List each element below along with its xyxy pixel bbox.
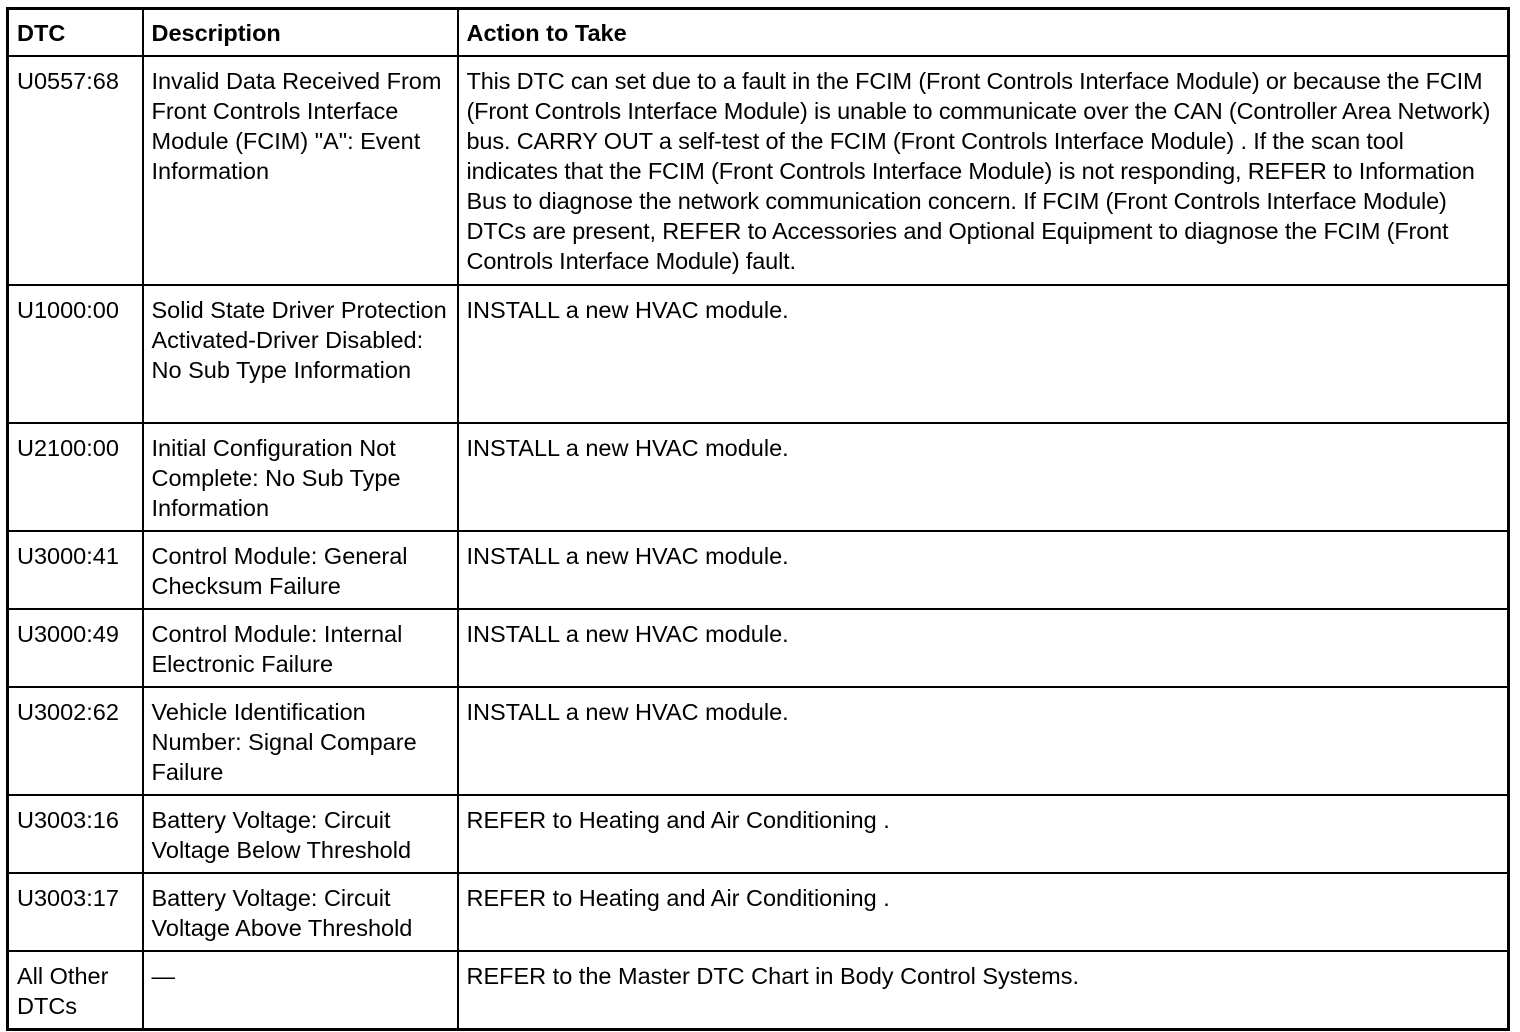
dtc-table bbox=[6, 7, 1510, 1031]
header-dtc: DTC bbox=[8, 9, 143, 56]
dtc-description: Battery Voltage: Circuit Voltage Below Threshold bbox=[143, 795, 458, 873]
table-row bbox=[8, 873, 1509, 951]
dtc-action: INSTALL a new HVAC module. bbox=[458, 609, 1509, 687]
dtc-description: Control Module: General Checksum Failure bbox=[143, 531, 458, 609]
table-row bbox=[8, 609, 1509, 687]
dtc-action: INSTALL a new HVAC module. bbox=[458, 423, 1509, 531]
dtc-code: U3002:62 bbox=[8, 687, 143, 795]
dtc-description: Control Module: Internal Electronic Failure bbox=[143, 609, 458, 687]
table-row bbox=[8, 423, 1509, 531]
dtc-code: All Other DTCs bbox=[8, 951, 143, 1030]
dtc-code: U2100:00 bbox=[8, 423, 143, 531]
dtc-description: — bbox=[143, 951, 458, 1030]
dtc-code: U3003:16 bbox=[8, 795, 143, 873]
table-row bbox=[8, 56, 1509, 285]
dtc-action: This DTC can set due to a fault in the FCIM (Front Controls Interface Module) or because the FCIM (Front Controls Interface Module) is unable to communicate over the CAN (Controller Area Network) bus. CARRY OUT a self-test of the FCIM (Front Controls Interface Module) . If the scan tool indicates that the FCIM (Front Controls Interface Module) is not responding, REFER to Information Bus to diagnose the network communication concern. If FCIM (Front Controls Interface Module) DTCs are present, REFER to Accessories and Optional Equipment to diagnose the FCIM (Front Controls Interface Module) fault. bbox=[458, 56, 1509, 285]
dtc-code: U3000:49 bbox=[8, 609, 143, 687]
dtc-action: REFER to Heating and Air Conditioning . bbox=[458, 795, 1509, 873]
dtc-code: U3000:41 bbox=[8, 531, 143, 609]
table-row bbox=[8, 285, 1509, 423]
table-row bbox=[8, 795, 1509, 873]
dtc-code: U3003:17 bbox=[8, 873, 143, 951]
dtc-action: INSTALL a new HVAC module. bbox=[458, 285, 1509, 423]
dtc-action: INSTALL a new HVAC module. bbox=[458, 687, 1509, 795]
dtc-description: Vehicle Identification Number: Signal Compare Failure bbox=[143, 687, 458, 795]
dtc-action: INSTALL a new HVAC module. bbox=[458, 531, 1509, 609]
dtc-action: REFER to Heating and Air Conditioning . bbox=[458, 873, 1509, 951]
table-row bbox=[8, 531, 1509, 609]
dtc-description: Battery Voltage: Circuit Voltage Above Threshold bbox=[143, 873, 458, 951]
table-row bbox=[8, 687, 1509, 795]
dtc-code: U0557:68 bbox=[8, 56, 143, 285]
table-header-row bbox=[8, 9, 1509, 56]
dtc-description: Solid State Driver Protection Activated-Driver Disabled: No Sub Type Information bbox=[143, 285, 458, 423]
header-description: Description bbox=[143, 9, 458, 56]
dtc-description: Initial Configuration Not Complete: No Sub Type Information bbox=[143, 423, 458, 531]
dtc-description: Invalid Data Received From Front Controls Interface Module (FCIM) "A": Event Information bbox=[143, 56, 458, 285]
dtc-action: REFER to the Master DTC Chart in Body Control Systems. bbox=[458, 951, 1509, 1030]
table-row bbox=[8, 951, 1509, 1030]
header-action: Action to Take bbox=[458, 9, 1509, 56]
dtc-code: U1000:00 bbox=[8, 285, 143, 423]
